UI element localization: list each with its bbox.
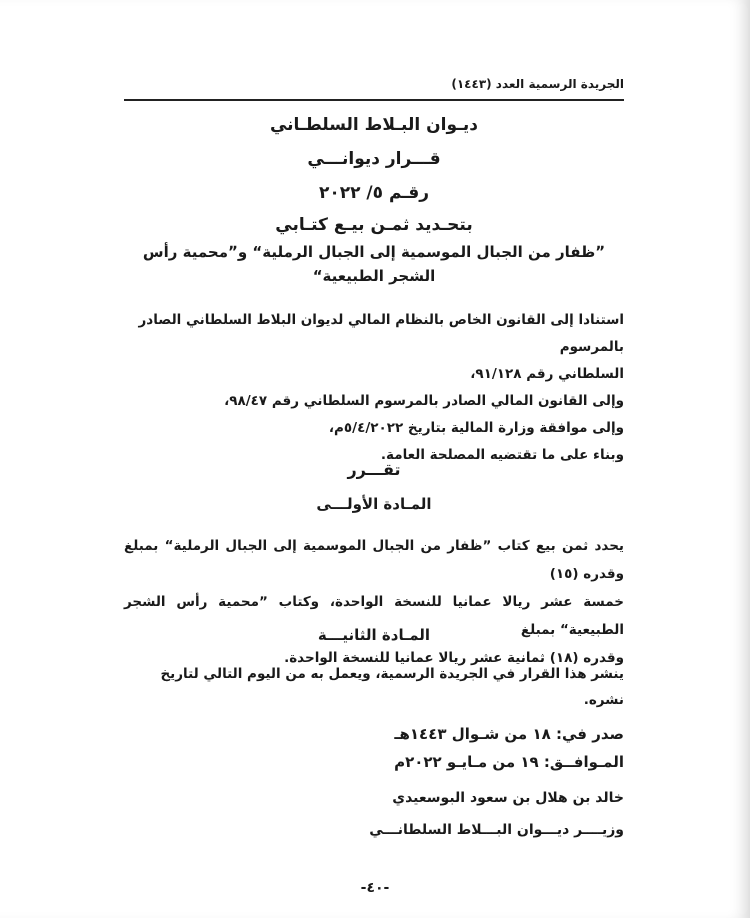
decision-titles [124, 108, 624, 285]
article-1-heading: المـادة الأولـــى [316, 495, 432, 513]
preamble [124, 307, 624, 469]
page-number: -٤٠- [360, 880, 390, 896]
book-titles: ˮظفار من الجبال الموسمية إلى الجبال الرملية“ وˮمحمية رأس الشجر الطبيعية“ [142, 243, 606, 285]
article-1-line: وقدره (١٨) ثمانية عشر ريالا عمانيا للنسخة الواحدة. [284, 650, 624, 666]
signatory-name: خالد بن هلال بن سعود البوسعيدي [392, 790, 624, 806]
article-1-text [124, 532, 624, 672]
issue-dates [124, 720, 624, 776]
decision-subject: بتحـديد ثمـن بيـع كتـابي [275, 215, 473, 235]
gazette-issue-label: الجريدة الرسمية العدد (١٤٤٣) [451, 77, 624, 91]
article-2-line: ينشر هذا القرار في الجريدة الرسمية، ويعمل به من اليوم التالي لتاريخ نشره. [160, 666, 624, 708]
preamble-line: وإلى القانون المالي الصادر بالمرسوم السلطاني رقم ٩٨/٤٧، [224, 393, 624, 409]
header-divider [124, 99, 624, 101]
signature-block [124, 782, 624, 846]
decision-number: رقـم ٥/ ٢٠٢٢ [318, 183, 430, 203]
preamble-line: استنادا إلى القانون الخاص بالنظام المالي لديوان البلاط السلطاني الصادر بالمرسوم [138, 312, 624, 355]
hijri-date: صدر في: ١٨ من شـوال ١٤٤٣هـ [394, 725, 624, 743]
article-1-line: خمسة عشر ريالا عمانيا للنسخة الواحدة، وكتاب ˮمحمية رأس الشجر الطبيعية“ بمبلغ [124, 594, 624, 638]
issuer-title: ديـوان البـلاط السلطـاني [269, 115, 479, 135]
preamble-line: وإلى موافقة وزارة المالية بتاريخ ٥/٤/٢٠٢٢م، [328, 420, 624, 436]
decision-type: قـــرار ديوانـــي [307, 149, 441, 169]
preamble-line: السلطاني رقم ٩١/١٢٨، [470, 366, 624, 382]
gregorian-date: المـوافــق: ١٩ من مـايـو ٢٠٢٢م [394, 753, 624, 771]
decides-heading: تقـــرر [347, 460, 401, 479]
gazette-header [124, 76, 624, 92]
article-2-text [124, 661, 624, 713]
preamble-line: وبناء على ما تقتضيه المصلحة العامة. [380, 447, 624, 463]
article-1-line: يحدد ثمن بيع كتاب ˮظفار من الجبال الموسمية إلى الجبال الرملية“ بمبلغ وقدره (١٥) [124, 538, 624, 582]
article-2-heading: المـادة الثانيـــة [317, 626, 431, 644]
signatory-title: وزيــــر ديـــوان البـــلاط السلطانـــي [369, 822, 624, 838]
